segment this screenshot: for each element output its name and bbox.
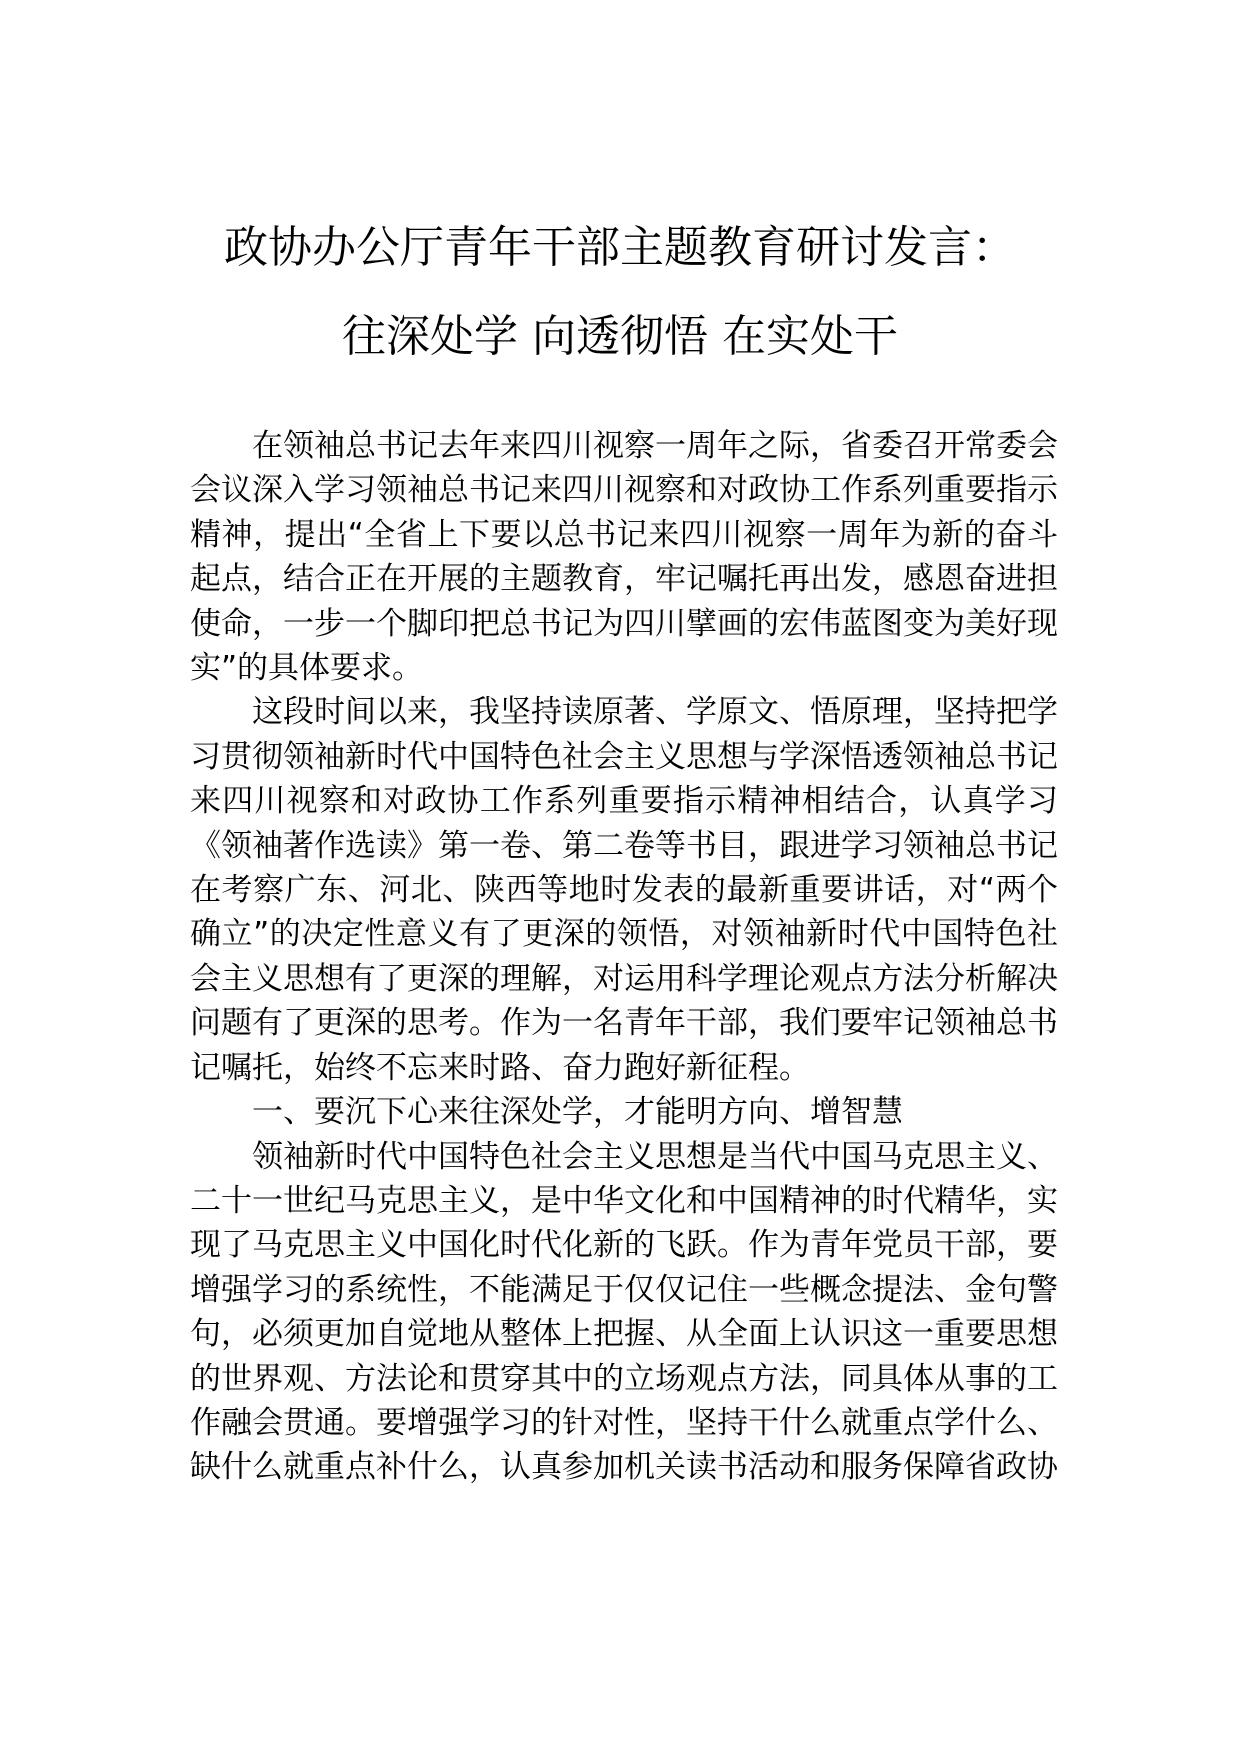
- section-heading-1: 一、要沉下心来往深处学，才能明方向、增智慧: [252, 1094, 903, 1131]
- document-title-line-2: 往深处学 向透彻悟 在实处干: [342, 311, 898, 362]
- body-paragraph-2: 这段时间以来，我坚持读原著、学原文、悟原理，坚持把学习贯彻领袖新时代中国特色社会主义思想与学深悟透领袖总书记来四川视察和对政协工作系列重要指示精神相结合，认真学习《领袖著作选读》第一卷、第二卷等书目，跟进学习领袖总书记在考察广东、河北、陕西等地时发表的最新重要讲话，对“两个确立”的决定性意义有了更深的领悟，对领袖新时代中国特色社会主义思想有了更深的理解，对运用科学理论观点方法分析解决问题有了更深的思考。作为一名青年干部，我们要牢记领袖总书记嘱托，始终不忘来时路、奋力跑好新征程。: [190, 694, 1058, 1086]
- body-paragraph-1: 在领袖总书记去年来四川视察一周年之际，省委召开常委会会议深入学习领袖总书记来四川视察和对政协工作系列重要指示精神，提出“全省上下要以总书记来四川视察一周年为新的奋斗起点，结合正在开展的主题教育，牢记嘱托再出发，感恩奋进担使命，一步一个脚印把总书记为四川擘画的宏伟蓝图变为美好现实”的具体要求。: [190, 428, 1058, 687]
- document-title-line-1: 政协办公厅青年干部主题教育研讨发言：: [224, 222, 1016, 273]
- body-paragraph-3: 领袖新时代中国特色社会主义思想是当代中国马克思主义、二十一世纪马克思主义，是中华文化和中国精神的时代精华，实现了马克思主义中国化时代化新的飞跃。作为青年党员干部，要增强学习的系统性，不能满足于仅仅记住一些概念提法、金句警句，必须更加自觉地从整体上把握、从全面上认识这一重要思想的世界观、方法论和贯穿其中的立场观点方法，同具体从事的工作融会贯通。要增强学习的针对性，坚持干什么就重点学什么、缺什么就重点补什么，认真参加机关读书活动和服务保障省政协: [190, 1138, 1058, 1486]
- document-body: [190, 424, 1058, 1490]
